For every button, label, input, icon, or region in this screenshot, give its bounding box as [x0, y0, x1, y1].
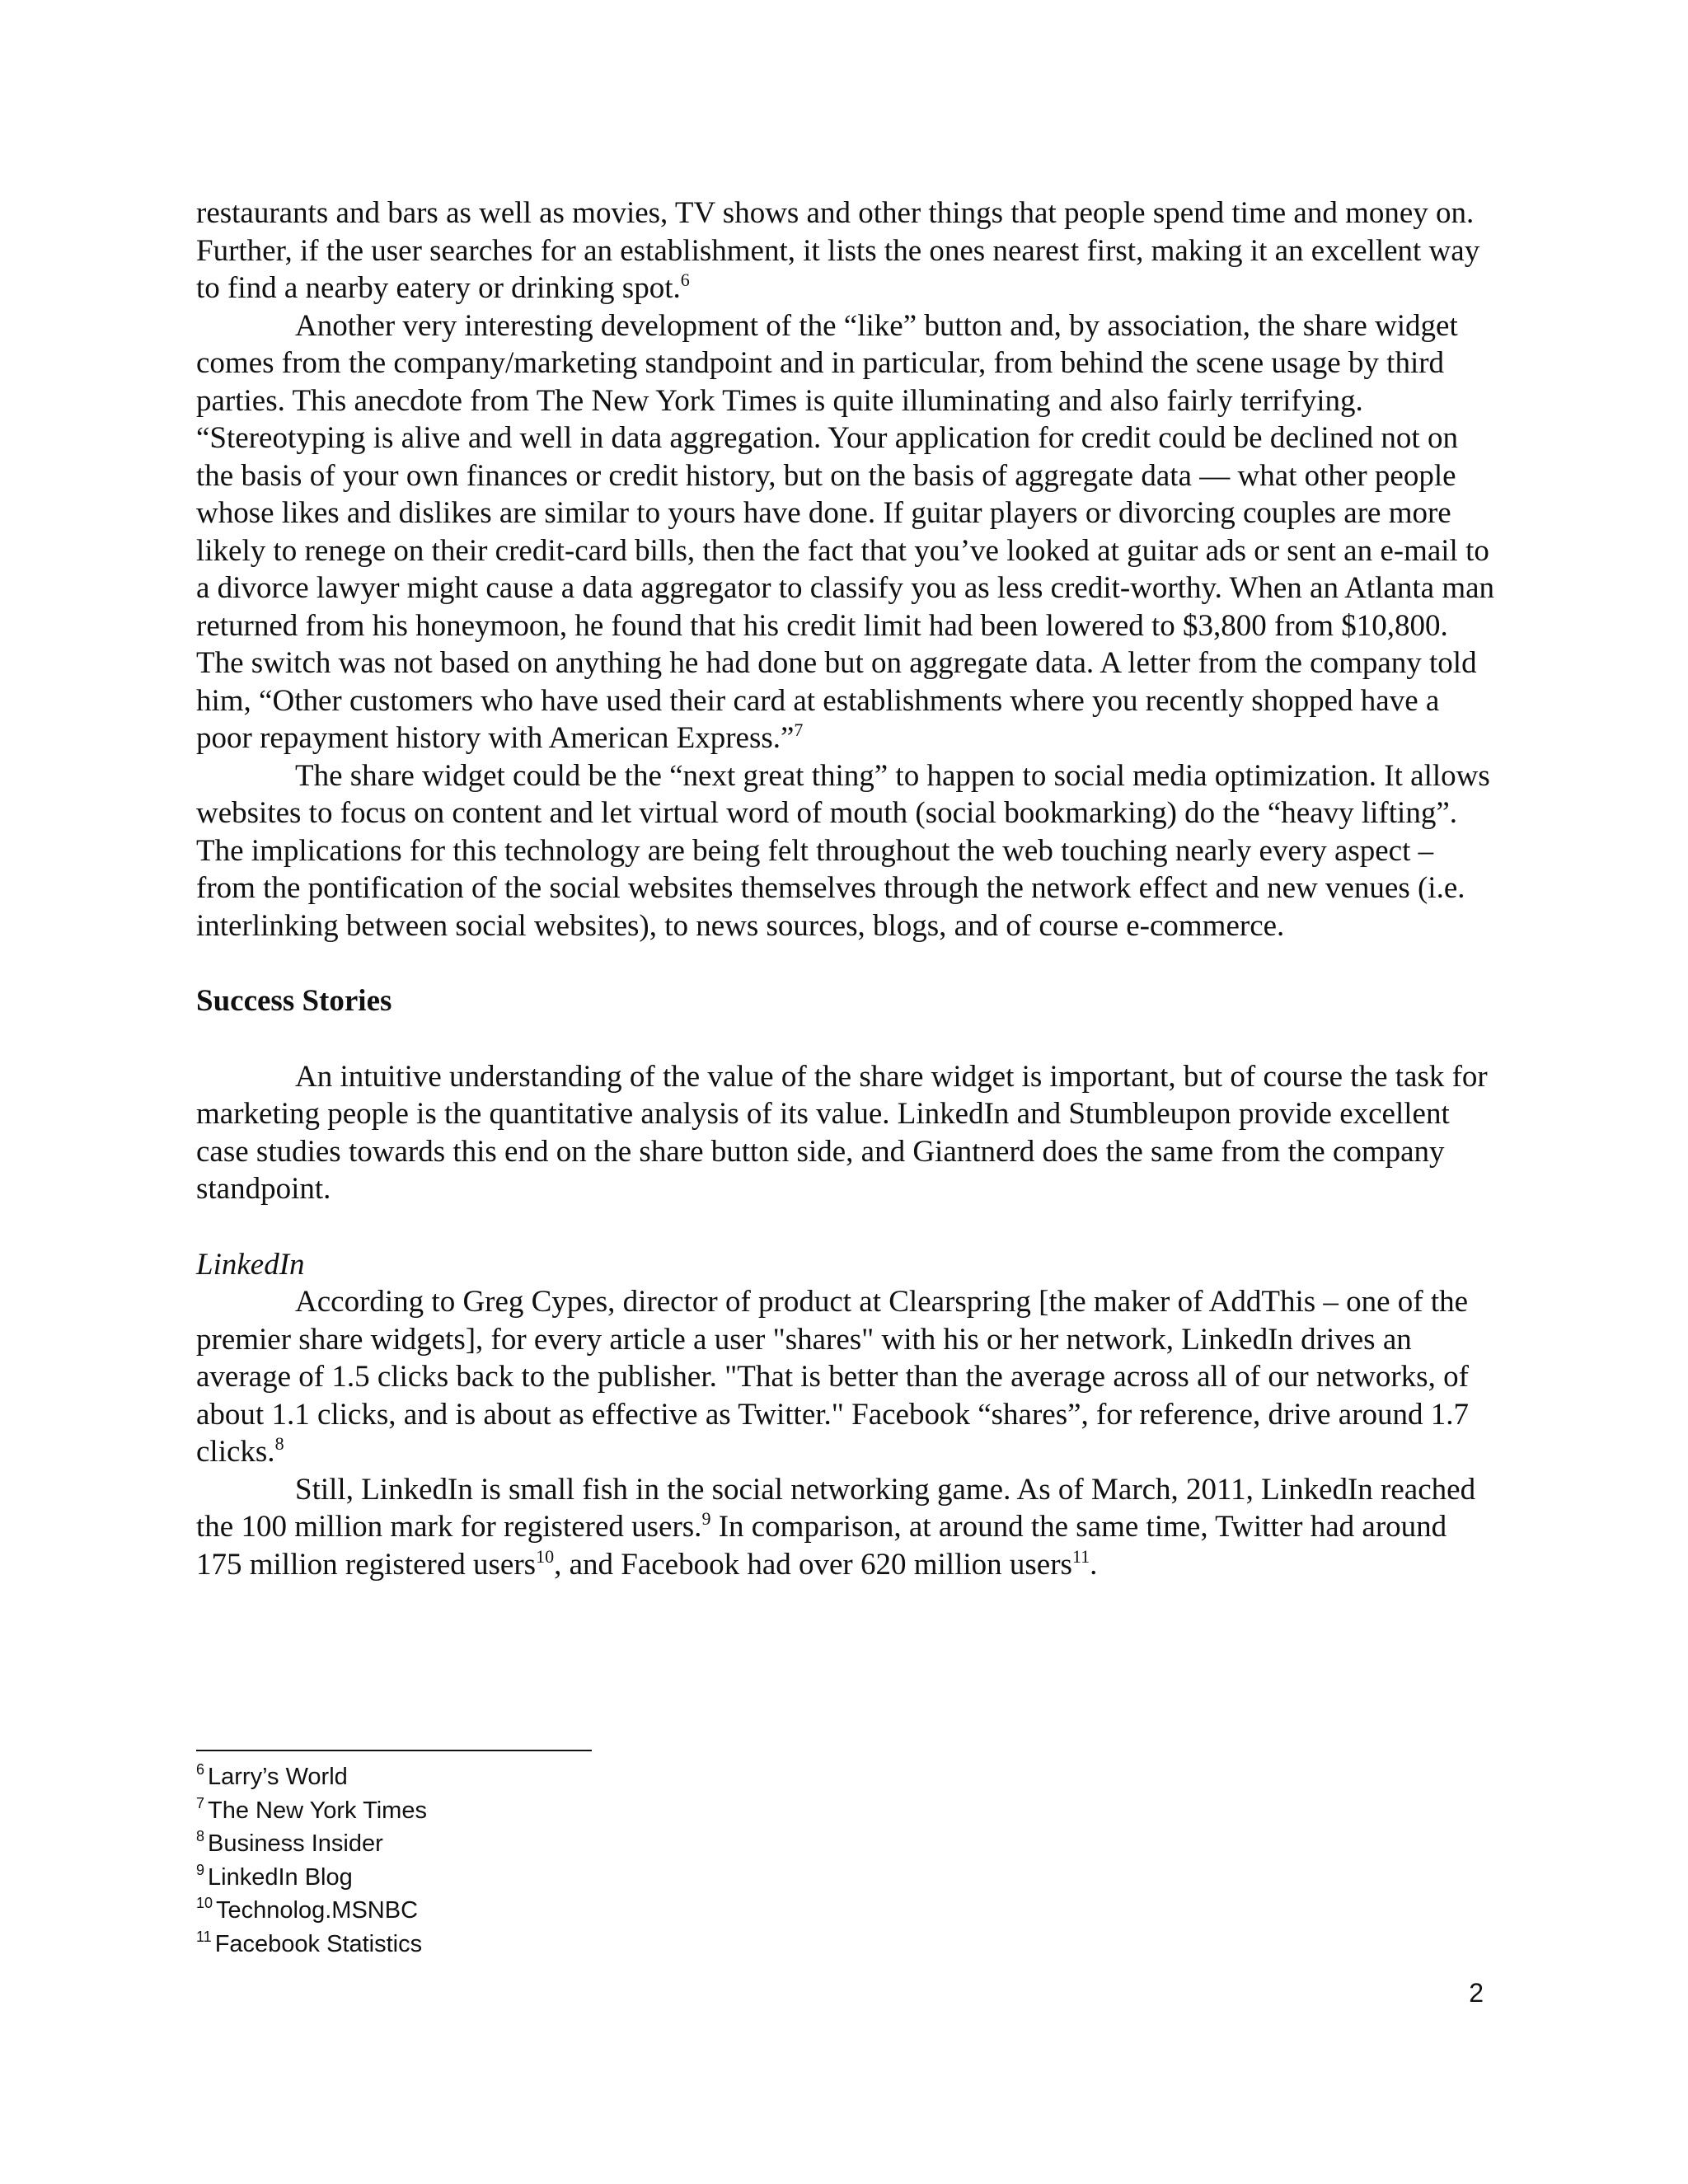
footnote-10 — [196, 1894, 427, 1928]
footnotes — [196, 1760, 427, 1961]
footnote-8 — [196, 1827, 427, 1861]
body-text — [196, 194, 1498, 1583]
footnote-text: Larry’s World — [208, 1764, 348, 1790]
footnote-11 — [196, 1928, 427, 1961]
paragraph-4 — [196, 1058, 1498, 1208]
paragraph-5 — [196, 1283, 1498, 1471]
footnote-6 — [196, 1760, 427, 1794]
paragraph-2 — [196, 307, 1498, 757]
footnote-9 — [196, 1861, 427, 1895]
footnote-number: 10 — [196, 1895, 213, 1911]
page-number: 2 — [1469, 1978, 1484, 2008]
footnote-number: 11 — [196, 1928, 212, 1945]
paragraph-4-text: An intuitive understanding of the value of the share widget is important, but of course the task for marketing people is the quantitative analysis of its value. LinkedIn and Stumbleupon provide excellent case studies towards this end on the share button side, and Giantnerd does the same from the company standpoint. — [196, 1059, 1488, 1206]
footnote-text: Facebook Statistics — [214, 1930, 423, 1957]
footnote-number: 8 — [196, 1828, 205, 1844]
paragraph-1 — [196, 194, 1498, 307]
footnote-text: Technolog.MSNBC — [216, 1897, 419, 1924]
paragraph-1-text: restaurants and bars as well as movies, TV shows and other things that people spend time and money on. Further, if the user searches for an establishment, it lists the ones nearest first, making it an excellent way to find a nearby eatery or drinking spot. — [196, 196, 1480, 305]
footnote-separator — [196, 1750, 592, 1751]
footnote-number: 6 — [196, 1761, 205, 1778]
footnote-text: Business Insider — [208, 1830, 383, 1857]
footnote-number: 7 — [196, 1794, 205, 1811]
footnote-text: LinkedIn Blog — [208, 1863, 353, 1891]
paragraph-3 — [196, 757, 1498, 945]
paragraph-6-text-c: , and Facebook had over 620 million users — [554, 1547, 1072, 1582]
footnote-ref-6[interactable]: 6 — [680, 269, 690, 290]
footnote-text: The New York Times — [208, 1797, 427, 1824]
paragraph-6 — [196, 1471, 1498, 1584]
footnote-7 — [196, 1794, 427, 1828]
footnote-ref-11[interactable]: 11 — [1071, 1545, 1090, 1567]
section-heading-success-stories: Success Stories — [196, 984, 392, 1018]
footnote-ref-9[interactable]: 9 — [701, 1508, 711, 1529]
footnote-ref-7[interactable]: 7 — [794, 719, 804, 740]
paragraph-6-text-d: . — [1090, 1547, 1098, 1582]
footnote-number: 9 — [196, 1861, 205, 1878]
paragraph-2-text: Another very interesting development of the “like” button and, by association, the share widget comes from the company/marketing standpoint and in particular, from behind the scene usage by third parties. This anecdote from The New York Times is quite illuminating and also fairly terrifying. “Stereotyping is alive and well in data aggregation. Your application for credit could be declined not on the basis of your own finances or credit history, but on the basis of aggregate data — what other people whose likes and dislikes are similar to yours have done. If guitar players or divorcing couples are more likely to renege on their credit-card bills, then the fact that you’ve looked at guitar ads or sent an e-mail to a divorce lawyer might cause a data aggregator to classify you as less credit-worthy. When an Atlanta man returned from his honeymoon, he found that his credit limit had been lowered to $3,800 from $10,800. The switch was not based on anything he had done but on aggregate data. A letter from the company told him, “Other customers who have used their card at establishments where you recently shopped have a poor repayment history with American Express.” — [196, 308, 1495, 755]
footnote-ref-8[interactable]: 8 — [274, 1433, 284, 1454]
paragraph-3-text: The share widget could be the “next great thing” to happen to social media optimization. It allows websites to focus on content and let virtual word of mouth (social bookmarking) do the “heavy lifting”. The implications for this technology are being felt throughout the web touching nearly every aspect – from the pontification of the social websites themselves through the network effect and new venues (i.e. interlinking between social websites), to news sources, blogs, and of course e-commerce. — [196, 758, 1490, 943]
paragraph-6-text-a: Still, LinkedIn is small fish in the social networking game. As of March, 2011, LinkedIn reached the 100 million mark for registered users. — [196, 1472, 1476, 1544]
subheading-linkedin: LinkedIn — [196, 1247, 305, 1282]
paragraph-5-text: According to Greg Cypes, director of product at Clearspring [the maker of AddThis – one of the premier share widgets], for every article a user "shares" with his or her network, LinkedIn drives an average of 1.5 clicks back to the publisher. "That is better than the average across all of our networks, of about 1.1 clicks, and is about as effective as Twitter." Facebook “shares”, for reference, drive around 1.7 clicks. — [196, 1285, 1470, 1469]
footnote-ref-10[interactable]: 10 — [536, 1545, 555, 1567]
paragraph-6-text-b: In comparison, at around the same time, Twitter had around 175 million registered users — [196, 1510, 1447, 1582]
